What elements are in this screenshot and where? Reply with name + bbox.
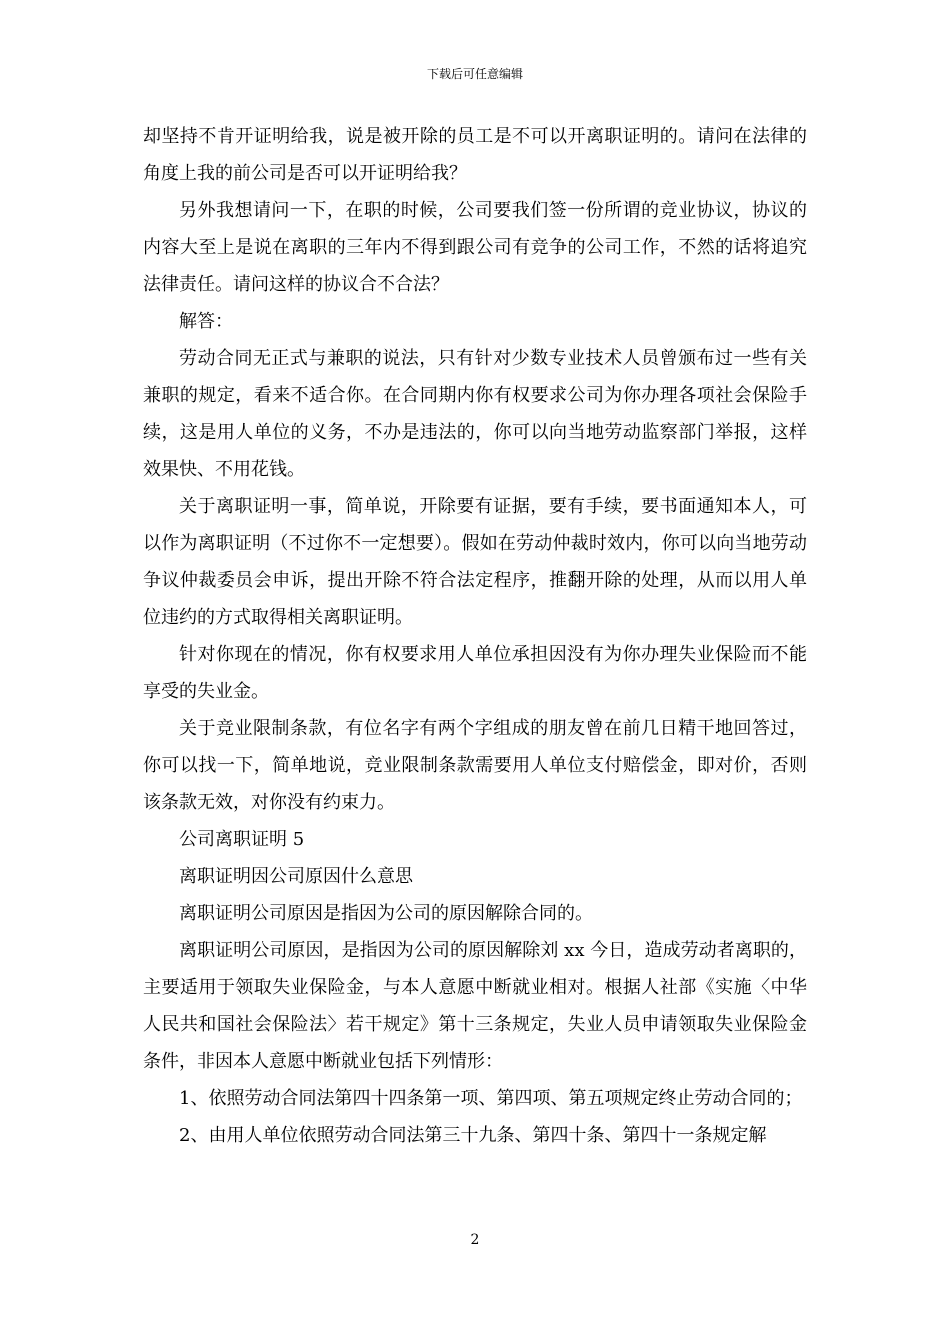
paragraph-1: 却坚持不肯开证明给我，说是被开除的员工是不可以开离职证明的。请问在法律的角度上我的前公司是否可以开证明给我？ [143,126,807,184]
paragraph-9: 离职证明因公司原因什么意思 [179,866,413,887]
paragraph-6: 针对你现在的情况，你有权要求用人单位承担因没有为你办理失业保险而不能享受的失业金。 [143,644,807,702]
paragraph-7: 关于竞业限制条款，有位名字有两个字组成的朋友曾在前几日精干地回答过，你可以找一下，简单地说，竞业限制条款需要用人单位支付赔偿金，即对价，否则该条款无效，对你没有约束力。 [143,718,807,813]
paragraph-11: 离职证明公司原因，是指因为公司的原因解除刘 xx 今日，造成劳动者离职的，主要适用于领取失业保险金，与本人意愿中断就业相对。根据人社部《实施〈中华人民共和国社会保险法〉若干规定》第十三条规定，失业人员申请领取失业保险金条件，非因本人意愿中断就业包括下列情形： [143,940,807,1072]
list-item-2: 2、由用人单位依照劳动合同法第三十九条、第四十条、第四十一条规定解 [179,1125,767,1146]
section-heading: 公司离职证明 5 [179,829,305,850]
document-body [143,118,807,1154]
paragraph-5: 关于离职证明一事，简单说，开除要有证据，要有手续，要书面通知本人，可以作为离职证明（不过你不一定想要）。假如在劳动仲裁时效内，你可以向当地劳动争议仲裁委员会申诉，提出开除不符合法定程序，推翻开除的处理，从而以用人单位违约的方式取得相关离职证明。 [143,496,807,628]
page-number: 2 [470,1232,480,1248]
page-header: 下载后可任意编辑 [426,67,523,81]
paragraph-3: 解答： [179,311,233,332]
paragraph-2: 另外我想请问一下，在职的时候，公司要我们签一份所谓的竞业协议，协议的内容大至上是说在离职的三年内不得到跟公司有竞争的公司工作，不然的话将追究法律责任。请问这样的协议合不合法？ [143,200,807,295]
list-item-1: 1、依照劳动合同法第四十四条第一项、第四项、第五项规定终止劳动合同的； [179,1088,803,1109]
paragraph-10: 离职证明公司原因是指因为公司的原因解除合同的。 [179,903,593,924]
paragraph-4: 劳动合同无正式与兼职的说法，只有针对少数专业技术人员曾颁布过一些有关兼职的规定，看来不适合你。在合同期内你有权要求公司为你办理各项社会保险手续，这是用人单位的义务，不办是违法的，你可以向当地劳动监察部门举报，这样效果快、不用花钱。 [143,348,807,480]
